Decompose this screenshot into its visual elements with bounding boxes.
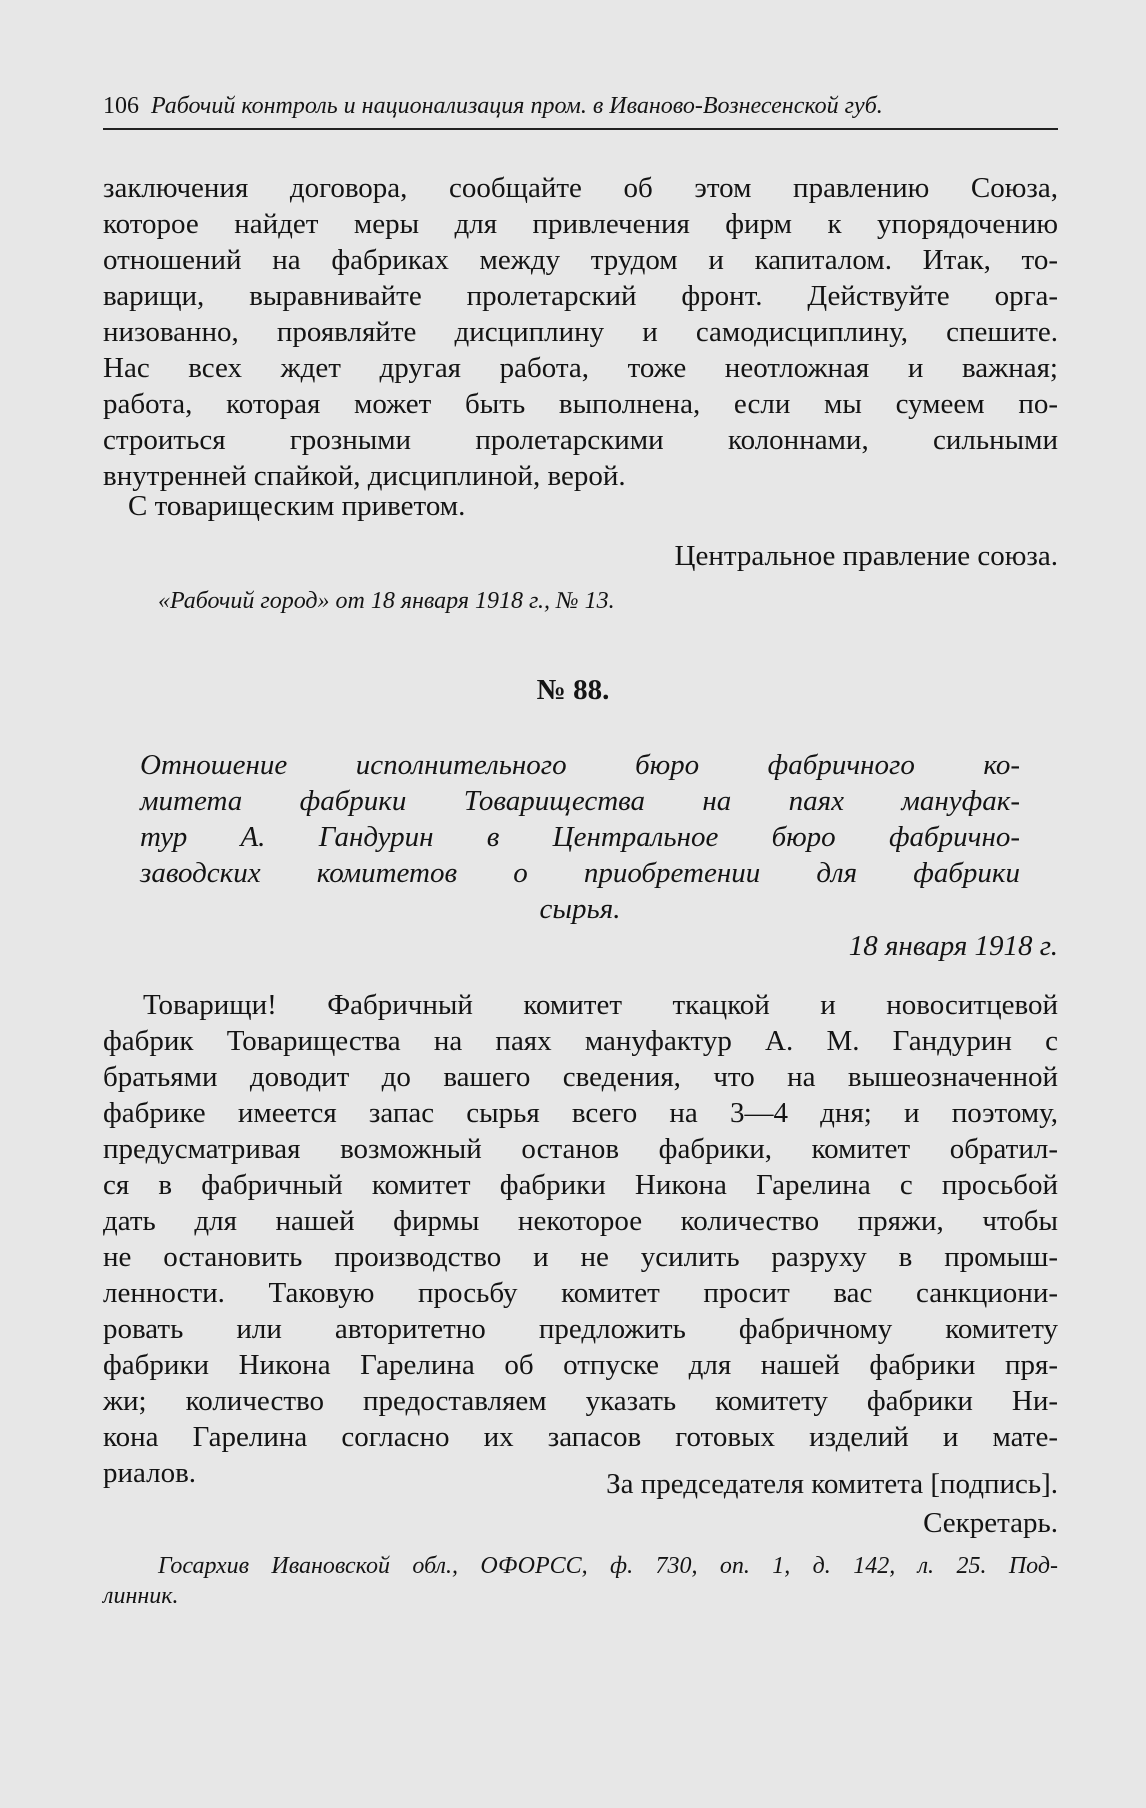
text-line: отношений на фабриках между трудом и капиталом. Итак, то- [103,244,1058,276]
text-line: Товарищи! Фабричный комитет ткацкой и новоситцевой [143,989,1058,1021]
text-line: низованно, проявляйте дисциплину и самодисциплину, спешите. [103,316,1058,348]
text-line: не остановить производство и не усилить разруху в промыш- [103,1241,1058,1273]
text-line: фабрик Товарищества на паях мануфактур А. М. Гандурин с [103,1025,1058,1057]
page-number: 106 [103,93,139,119]
signature-secretary: Секретарь. [923,1507,1058,1539]
text-line: ровать или авторитетно предложить фабричному комитету [103,1313,1058,1345]
text-line: которое найдет меры для привлечения фирм к упорядочению [103,208,1058,240]
greeting: С товарищеским приветом. [128,490,466,522]
text-line: варищи, выравнивайте пролетарский фронт. Действуйте орга- [103,280,1058,312]
text-line: риалов. [103,1457,197,1489]
signature-chairman: За председателя комитета [подпись]. [606,1468,1058,1500]
text-line: кона Гарелина согласно их запасов готовых изделий и мате- [103,1421,1058,1453]
title-line: сырья. [539,893,621,925]
title-line: митета фабрики Товарищества на паях мануфак- [140,785,1020,817]
text-line: фабрики Никона Гарелина об отпуске для нашей фабрики пря- [103,1349,1058,1381]
text-line: заключения договора, сообщайте об этом правлению Союза, [103,172,1058,204]
citation-line: Госархив Ивановской обл., ОФОРСС, ф. 730, оп. 1, д. 142, л. 25. Под- [158,1553,1058,1579]
title-line: заводских комитетов о приобретении для фабрики [140,857,1020,889]
running-title: Рабочий контроль и национализация пром. в Иваново-Вознесенской губ. [151,93,883,119]
text-line: ся в фабричный комитет фабрики Никона Гарелина с просьбой [103,1169,1058,1201]
document-title [140,747,1020,927]
page-header [103,84,1058,128]
text-line: предусматривая возможный останов фабрики, комитет обратил- [103,1133,1058,1165]
header-rule [103,128,1058,130]
text-line: работа, которая может быть выполнена, если мы сумеем по- [103,388,1058,420]
text-line: ленности. Таковую просьбу комитет просит вас санкциони- [103,1277,1058,1309]
text-line: дать для нашей фирмы некоторое количество пряжи, чтобы [103,1205,1058,1237]
title-line: Отношение исполнительного бюро фабричного ко- [140,749,1020,781]
source-citation-1: «Рабочий город» от 18 января 1918 г., № 13. [158,588,615,614]
text-line: фабрике имеется запас сырья всего на 3—4 дня; и поэтому, [103,1097,1058,1129]
title-line: тур А. Гандурин в Центральное бюро фабрично- [140,821,1020,853]
text-line: жи; количество предоставляем указать комитету фабрики Ни- [103,1385,1058,1417]
text-line: строиться грозными пролетарскими колоннами, сильными [103,424,1058,456]
document-number: № 88. [536,674,610,706]
letter-body [103,987,1058,1491]
text-line: Нас всех ждет другая работа, тоже неотложная и важная; [103,352,1058,384]
citation-line: линник. [103,1583,179,1609]
signature-central-board: Центральное правление союза. [674,540,1058,572]
paragraph-continuation [103,170,1058,494]
text-line: внутренней спайкой, дисциплиной, верой. [103,460,626,492]
source-citation-2 [103,1551,1058,1611]
document-date: 18 января 1918 г. [848,930,1058,962]
text-line: братьями доводит до вашего сведения, что на вышеозначенной [103,1061,1058,1093]
